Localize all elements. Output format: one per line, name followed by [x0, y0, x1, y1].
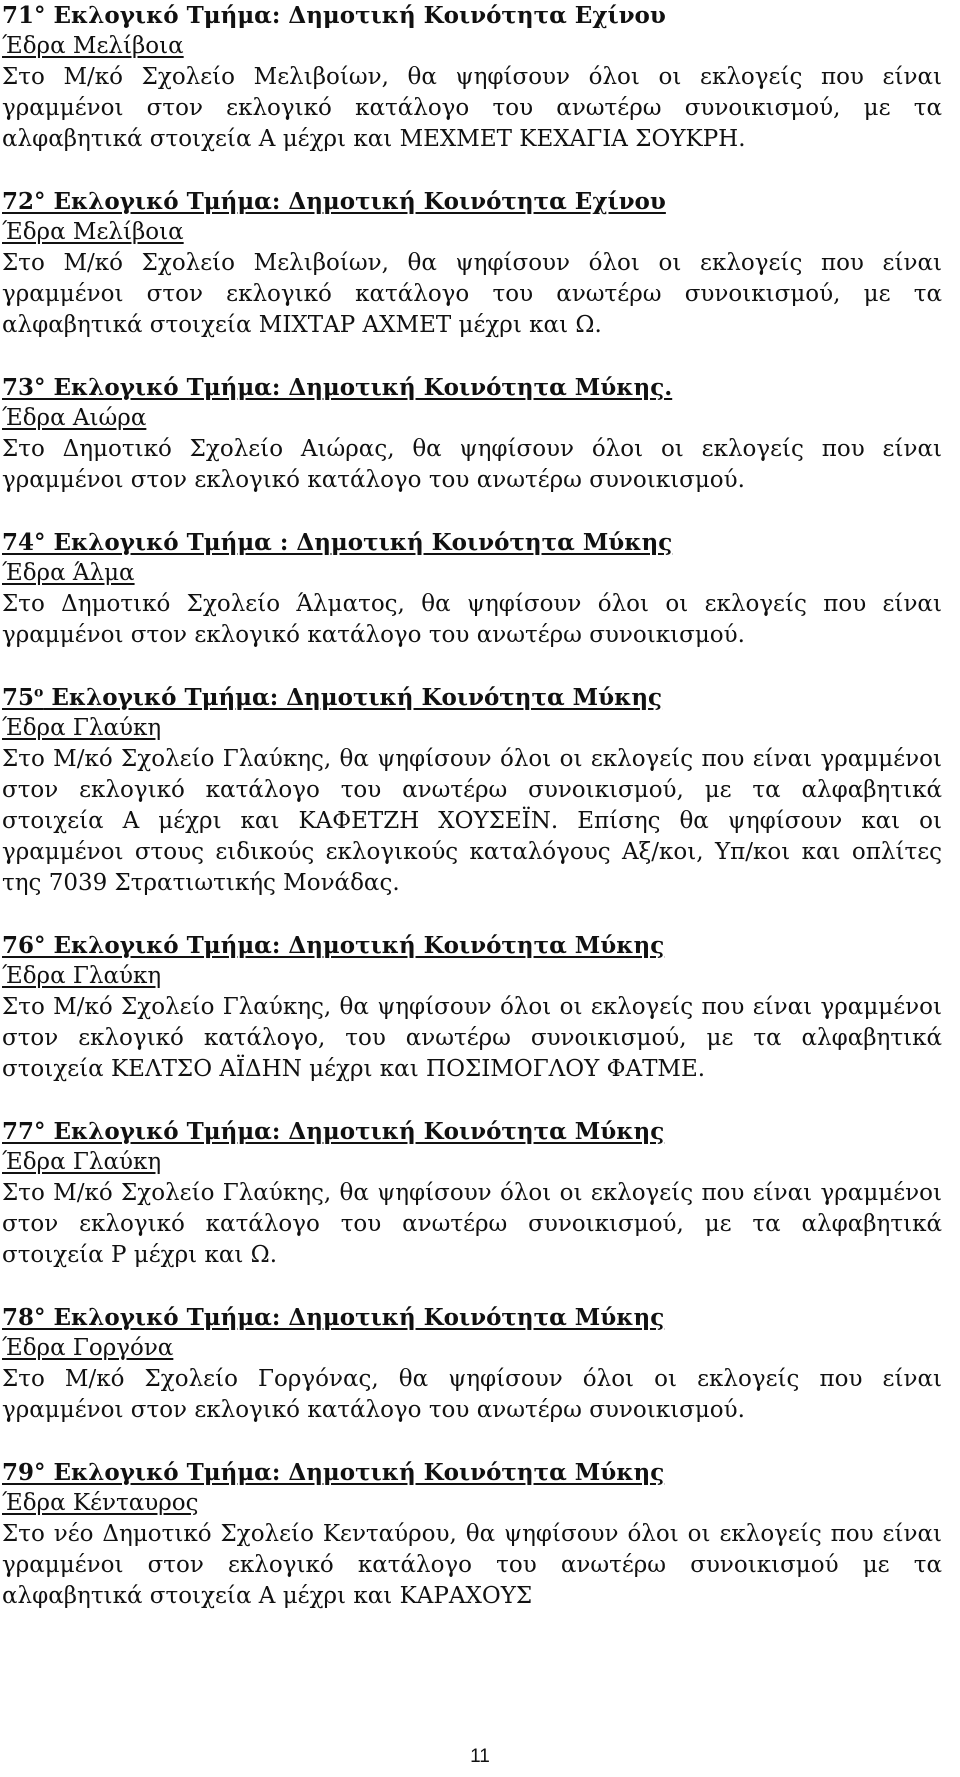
section-heading: 73° Εκλογικό Τμήμα: Δημοτική Κοινότητα Μύκης. [2, 374, 673, 401]
section-seat: Έδρα Κένταυρος [2, 1490, 199, 1516]
section-seat: Έδρα Γλαύκη [2, 1149, 162, 1175]
section-heading [2, 682, 942, 713]
section-79 [2, 1457, 942, 1612]
heading-ordinal-suffix: ο [34, 684, 44, 701]
section-text: Στο Μ/κό Σχολείο Γλαύκης, θα ψηφίσουν όλοι οι εκλογείς που είναι γραμμένοι στον εκλογικό κατάλογο του ανωτέρω συνοικισμού, με τα αλφαβητικά στοιχεία Α μέχρι και ΚΑΦΕΤΖΗ ΧΟΥΣΕΪΝ. Επίσης θα ψηφίσουν και οι γραμμένοι στους ειδικούς εκλογικούς καταλόγους Αξ/κοι, Υπ/κοι και οπλίτες της 7039 Στρατιωτικής Μονάδας. [2, 746, 942, 896]
heading-rest: Εκλογικό Τμήμα: Δημοτική Κοινότητα Μύκης [43, 684, 663, 711]
section-text: Στο Μ/κό Σχολείο Γλαύκης, θα ψηφίσουν όλοι οι εκλογείς που είναι γραμμένοι στον εκλογικό κατάλογο του ανωτέρω συνοικισμού, με τα αλφαβητικά στοιχεία Ρ μέχρι και Ω. [2, 1180, 942, 1268]
section-seat: Έδρα Γλαύκη [2, 963, 162, 989]
section-seat: Έδρα Μελίβοια [2, 219, 184, 245]
section-71 [2, 0, 942, 155]
section-seat: Έδρα Αιώρα [2, 405, 147, 431]
heading-number: 75 [2, 684, 35, 711]
section-75 [2, 682, 942, 899]
section-text: Στο Μ/κό Σχολείο Μελιβοίων, θα ψηφίσουν όλοι οι εκλογείς που είναι γραμμένοι στον εκλογικό κατάλογο του ανωτέρω συνοικισμού, με τα αλφαβητικά στοιχεία ΜΙΧΤΑΡ ΑΧΜΕΤ μέχρι και Ω. [2, 250, 942, 338]
section-76 [2, 930, 942, 1085]
section-heading: 71° Εκλογικό Τμήμα: Δημοτική Κοινότητα Εχίνου [2, 2, 666, 29]
section-text: Στο Μ/κό Σχολείο Μελιβοίων, θα ψηφίσουν όλοι οι εκλογείς που είναι γραμμένοι στον εκλογικό κατάλογο του ανωτέρω συνοικισμού, με τα αλφαβητικά στοιχεία Α μέχρι και ΜΕΧΜΕΤ ΚΕΧΑΓΙΑ ΣΟΥΚΡΗ. [2, 64, 942, 152]
section-seat: Έδρα Άλμα [2, 560, 135, 586]
section-heading: 79° Εκλογικό Τμήμα: Δημοτική Κοινότητα Μύκης [2, 1459, 665, 1486]
section-73 [2, 372, 942, 496]
section-heading: 78° Εκλογικό Τμήμα: Δημοτική Κοινότητα Μύκης [2, 1304, 665, 1331]
section-text: Στο Μ/κό Σχολείο Γοργόνας, θα ψηφίσουν όλοι οι εκλογείς που είναι γραμμένοι στον εκλογικό κατάλογο του ανωτέρω συνοικισμού. [2, 1366, 942, 1423]
section-heading: 74° Εκλογικό Τμήμα : Δημοτική Κοινότητα Μύκης [2, 529, 673, 556]
section-heading: 77° Εκλογικό Τμήμα: Δημοτική Κοινότητα Μύκης [2, 1118, 665, 1145]
section-72 [2, 186, 942, 341]
section-text: Στο Δημοτικό Σχολείο Άλματος, θα ψηφίσουν όλοι οι εκλογείς που είναι γραμμένοι στον εκλογικό κατάλογο του ανωτέρω συνοικισμού. [2, 591, 942, 648]
section-text: Στο νέο Δημοτικό Σχολείο Κενταύρου, θα ψηφίσουν όλοι οι εκλογείς που είναι γραμμένοι στον εκλογικό κατάλογο του ανωτέρω συνοικισμού με τα αλφαβητικά στοιχεία Α μέχρι και ΚΑΡΑΧΟΥΣ [2, 1521, 942, 1609]
section-seat: Έδρα Γοργόνα [2, 1335, 174, 1361]
section-heading: 76° Εκλογικό Τμήμα: Δημοτική Κοινότητα Μύκης [2, 932, 665, 959]
section-heading: 72° Εκλογικό Τμήμα: Δημοτική Κοινότητα Εχίνου [2, 188, 666, 215]
section-74 [2, 527, 942, 651]
section-text: Στο Δημοτικό Σχολείο Αιώρας, θα ψηφίσουν όλοι οι εκλογείς που είναι γραμμένοι στον εκλογικό κατάλογο του ανωτέρω συνοικισμού. [2, 436, 942, 493]
page-number: 11 [470, 1746, 490, 1767]
section-seat: Έδρα Γλαύκη [2, 715, 162, 741]
section-seat: Έδρα Μελίβοια [2, 33, 184, 59]
section-77 [2, 1116, 942, 1271]
section-78 [2, 1302, 942, 1426]
section-text: Στο Μ/κό Σχολείο Γλαύκης, θα ψηφίσουν όλοι οι εκλογείς που είναι γραμμένοι στον εκλογικό κατάλογο, του ανωτέρω συνοικισμού, με τα αλφαβητικά στοιχεία ΚΕΛΤΣΟ ΑΪΔΗΝ μέχρι και ΠΟΣΙΜΟΓΛΟΥ ΦΑΤΜΕ. [2, 994, 942, 1082]
